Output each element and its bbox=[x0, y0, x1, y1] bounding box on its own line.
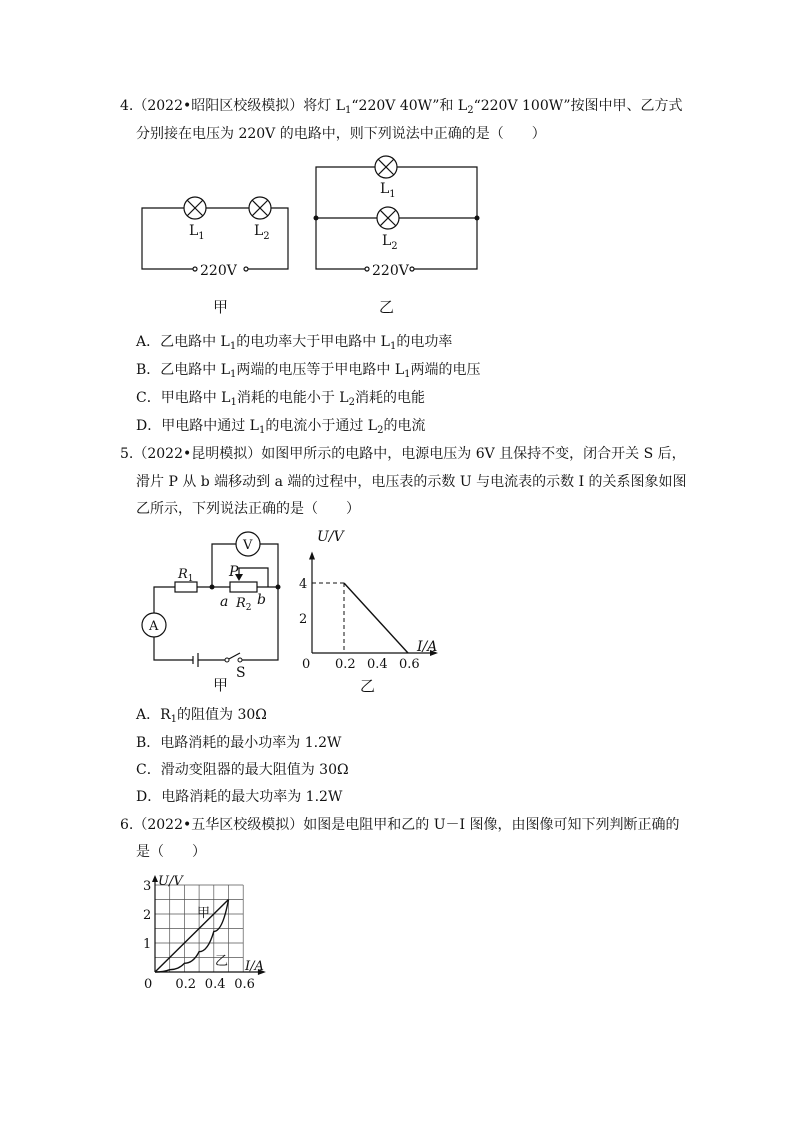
chart2-y-tick-label: 3 bbox=[143, 879, 152, 894]
chart1-x-tick-label: 0 bbox=[302, 657, 311, 672]
q4-option-c[interactable]: C．甲电路中 $L_1$消耗的电能小于 $L_2$消耗的电能 bbox=[136, 390, 425, 408]
q6-stem-line2: 是（ ） bbox=[136, 844, 206, 860]
chart1-xlabel: I/A bbox=[417, 639, 438, 655]
chart2-x-tick-label: 0.6 bbox=[234, 977, 255, 992]
end-b-label: b bbox=[257, 592, 266, 608]
chart1-marks bbox=[312, 583, 408, 653]
q5-stem-line1: 5.（2022•昆明模拟）如图甲所示的电路中，电源电压为 6V 且保持不变，闭合开关 S 后， bbox=[120, 446, 686, 462]
chart1-x-tick-label: 0.4 bbox=[367, 657, 388, 672]
chart1-x-tick-label: 0.2 bbox=[335, 657, 356, 672]
series-lamp1-label: $L_1$ bbox=[189, 223, 205, 242]
parallel-lamp1-label: $L_1$ bbox=[380, 181, 396, 200]
chart2-ylabel: U/V bbox=[158, 874, 183, 889]
end-a-label: a bbox=[220, 594, 229, 610]
chart2-x-tick-label: 0 bbox=[144, 977, 153, 992]
chart1-y-tick-label: 4 bbox=[299, 577, 308, 592]
series-lamp2-label: $L_2$ bbox=[254, 223, 270, 242]
slider-p-label: P bbox=[229, 564, 239, 580]
q5-stem-line2: 滑片 P 从 b 端移动到 a 端的过程中，电压表的示数 U 与电流表的示数 I 的关系图象如图 bbox=[136, 474, 687, 490]
q4-circuit-diagrams bbox=[0, 150, 794, 330]
chart2-axes bbox=[143, 875, 266, 992]
chart1-y-tick-label: 2 bbox=[299, 612, 308, 627]
q5-ui-chart bbox=[290, 525, 460, 695]
q5-option-c[interactable]: C．滑动变阻器的最大阻值为 30Ω bbox=[136, 762, 349, 778]
q4-option-b[interactable]: B．乙电路中 $L_1$两端的电压等于甲电路中 $L_1$两端的电压 bbox=[136, 362, 481, 380]
chart1-x-tick-label: 0.6 bbox=[399, 657, 420, 672]
parallel-caption: 乙 bbox=[379, 298, 395, 316]
q4-stem-line2: 分别接在电压为 220V 的电路中，则下列说法中正确的是（ ） bbox=[136, 126, 546, 142]
chart2-series-label-yi: 乙 bbox=[215, 954, 229, 969]
chart2-x-tick-label: 0.2 bbox=[175, 977, 197, 992]
parallel-voltage-label: 220V bbox=[372, 263, 409, 279]
chart2-series-label-jia: 甲 bbox=[197, 906, 211, 921]
voltmeter-label: V bbox=[243, 538, 253, 553]
q4-option-d[interactable]: D．甲电路中通过 $L_1$的电流小于通过 $L_2$的电流 bbox=[136, 418, 426, 436]
q6-stem-line1: 6.（2022•五华区校级模拟）如图是电阻甲和乙的 U－I 图像，由图像可知下列判断正确的 bbox=[120, 817, 680, 833]
circuit-parallel bbox=[316, 156, 477, 271]
q5-option-d[interactable]: D．电路消耗的最大功率为 1.2W bbox=[136, 789, 343, 805]
chart1-y-arrow bbox=[309, 552, 315, 560]
q6-ui-chart bbox=[138, 866, 298, 996]
chart2-y-tick-label: 2 bbox=[143, 908, 152, 923]
chart1-series-line bbox=[344, 583, 408, 653]
q5-chart-caption: 乙 bbox=[360, 677, 376, 695]
r2-label: $R_2$ bbox=[236, 596, 252, 613]
r1-label: $R_1$ bbox=[178, 567, 194, 584]
parallel-lamp2-label: $L_2$ bbox=[382, 233, 398, 252]
q5-option-b[interactable]: B．电路消耗的最小功率为 1.2W bbox=[136, 735, 342, 751]
q5-circuit-caption: 甲 bbox=[213, 676, 229, 694]
q4-option-a[interactable]: A．乙电路中 $L_1$的电功率大于甲电路中 $L_1$的电功率 bbox=[136, 334, 453, 352]
chart2-xlabel: I/A bbox=[245, 959, 264, 974]
switch-label: S bbox=[236, 665, 246, 681]
chart2-x-tick-label: 0.4 bbox=[204, 977, 226, 992]
q4-stem-line1: 4.（2022•昭阳区校级模拟）将灯 $L_1“220V$ 40W”和 $L_2“220V$ 100W”按图中甲、乙方式 bbox=[120, 98, 683, 116]
series-caption: 甲 bbox=[213, 298, 229, 316]
q5-stem-line3: 乙所示，下列说法正确的是（ ） bbox=[136, 501, 360, 517]
chart2-y-tick-label: 1 bbox=[143, 937, 152, 952]
series-voltage-label: 220V bbox=[200, 263, 237, 279]
ammeter-label: A bbox=[149, 619, 159, 634]
q5-option-a[interactable]: A．$R_1$的阻值为 30Ω bbox=[136, 707, 267, 725]
chart1-ylabel: U/V bbox=[317, 529, 344, 545]
